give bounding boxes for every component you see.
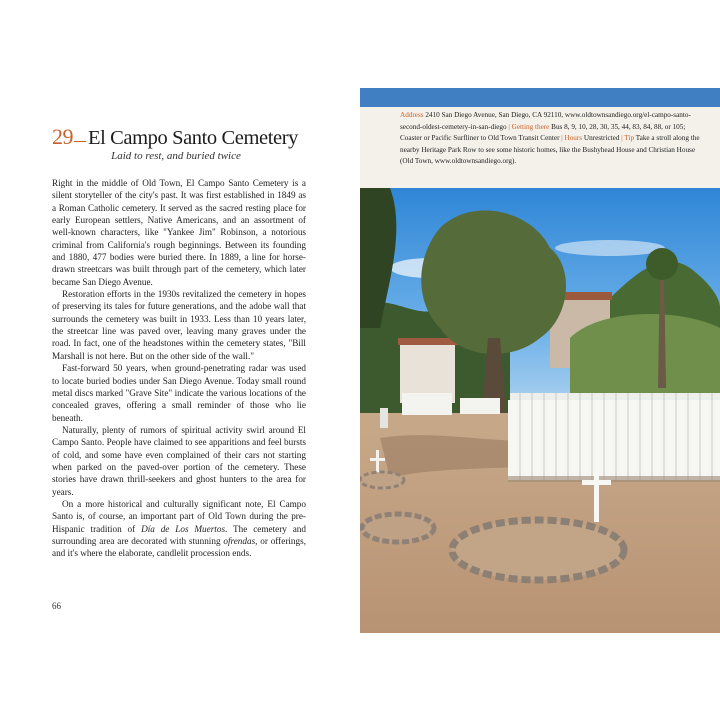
paragraph-1: Right in the middle of Old Town, El Campo Santo Cemetery is a silent storyteller of the city's past. It was first established in 1849 as a Roman Catholic cemetery. It served as the sacred resting place for early European settlers, Native Americans, and an assortment of well-known characters, like "Yankee Jim" Robinson, a notorious criminal from California's rough beginnings. Between its founding and 1880, 477 bodies were buried there. In 1889, a line for horse-drawn streetcars was built through part of the cemetery, which later became San Diego Avenue. — [52, 178, 306, 287]
building-roof — [398, 338, 458, 345]
paragraph-4: Naturally, plenty of rumors of spiritual activity swirl around El Campo Santo. People have claimed to see apparitions and feel bursts of cold, and some have even complained of their cars not starting when parked on the paved-over portion of the cemetery. These stories have drawn thrill-seekers and ghost hunters to the area for years. — [52, 424, 306, 497]
chapter-heading — [52, 124, 352, 150]
hours-label: Hours — [564, 134, 583, 143]
tip-value: Take a stroll along the nearby Heritage Park Row to see some historic homes, like the Bushyhead House and Christian House (Old Town, www.oldtownsandiego.org). — [400, 134, 700, 166]
cloud — [555, 240, 665, 256]
page-number: 66 — [52, 601, 61, 611]
separator: | — [561, 134, 563, 143]
info-text — [400, 110, 704, 168]
chapter-rule — [74, 141, 86, 142]
stone-ring-grave — [360, 472, 404, 488]
right-page — [360, 0, 720, 720]
paragraph-2: Restoration efforts in the 1930s revitalized the cemetery in hopes of preserving its tales for future generations, and the adobe wall that surrounds the cemetery was built in 1933. Less than 10 years later, the streetcar line was paved over, leaving many graves under the road. In fact, one of the headstones within the cemetery states, "Bill Marshall is not here. But on the other side of the wall." — [52, 289, 306, 361]
body-text — [52, 177, 306, 560]
paragraph-5 — [52, 498, 306, 560]
tip-label: Tip — [624, 134, 635, 143]
chapter-subtitle: Laid to rest, and buried twice — [111, 150, 241, 162]
hours-value: Unrestricted — [582, 134, 622, 143]
paragraph-5-italic-a: Día de Los Muertos — [141, 523, 226, 534]
separator: | — [621, 134, 623, 143]
paragraph-5-text-a: On a more historical and culturally significant note, El Campo Santo is, of course, an important part of Old Town during the pre-Hispanic tradition of — [52, 498, 306, 534]
paragraph-5-italic-b: ofrendas — [223, 535, 256, 546]
picket-fence-right — [508, 393, 720, 482]
address-value: 2410 San Diego Avenue, San Diego, CA 92110, www.oldtownsandiego.org/el-campo-santo-second-oldest-cemetery-in-san-diego — [400, 111, 691, 131]
stone-ring-grave — [452, 520, 624, 580]
paragraph-3: Fast-forward 50 years, when ground-penetrating radar was used to locate buried bodies under San Diego Avenue. Today small round metal discs marked "Grave Site" indicate the various locations of the concealed graves, offering a small reminder of those who lie beneath. — [52, 363, 306, 423]
header-band — [360, 88, 720, 107]
stone-ring-grave — [362, 514, 434, 542]
address-label: Address — [400, 111, 424, 119]
getting-there-label: Getting there — [511, 122, 550, 131]
getting-there-value: Bus 8, 9, 10, 28, 30, 35, 44, 83, 84, 88, or 105; Coaster or Pacific Surfliner to Old Town Transit Center — [400, 122, 686, 143]
chapter-title: El Campo Santo Cemetery — [88, 127, 298, 149]
headstone — [380, 408, 388, 428]
separator: | — [508, 122, 510, 131]
palm-tree-crown — [646, 248, 678, 280]
paragraph-5-text-c: , or offerings, and it's where the elaborate, candlelit procession ends. — [52, 535, 306, 559]
paragraph-5-text-b: . The cemetery and surrounding area are decorated with stunning — [52, 523, 306, 546]
chapter-number: 29 — [52, 124, 73, 149]
cemetery-photo — [360, 188, 720, 633]
